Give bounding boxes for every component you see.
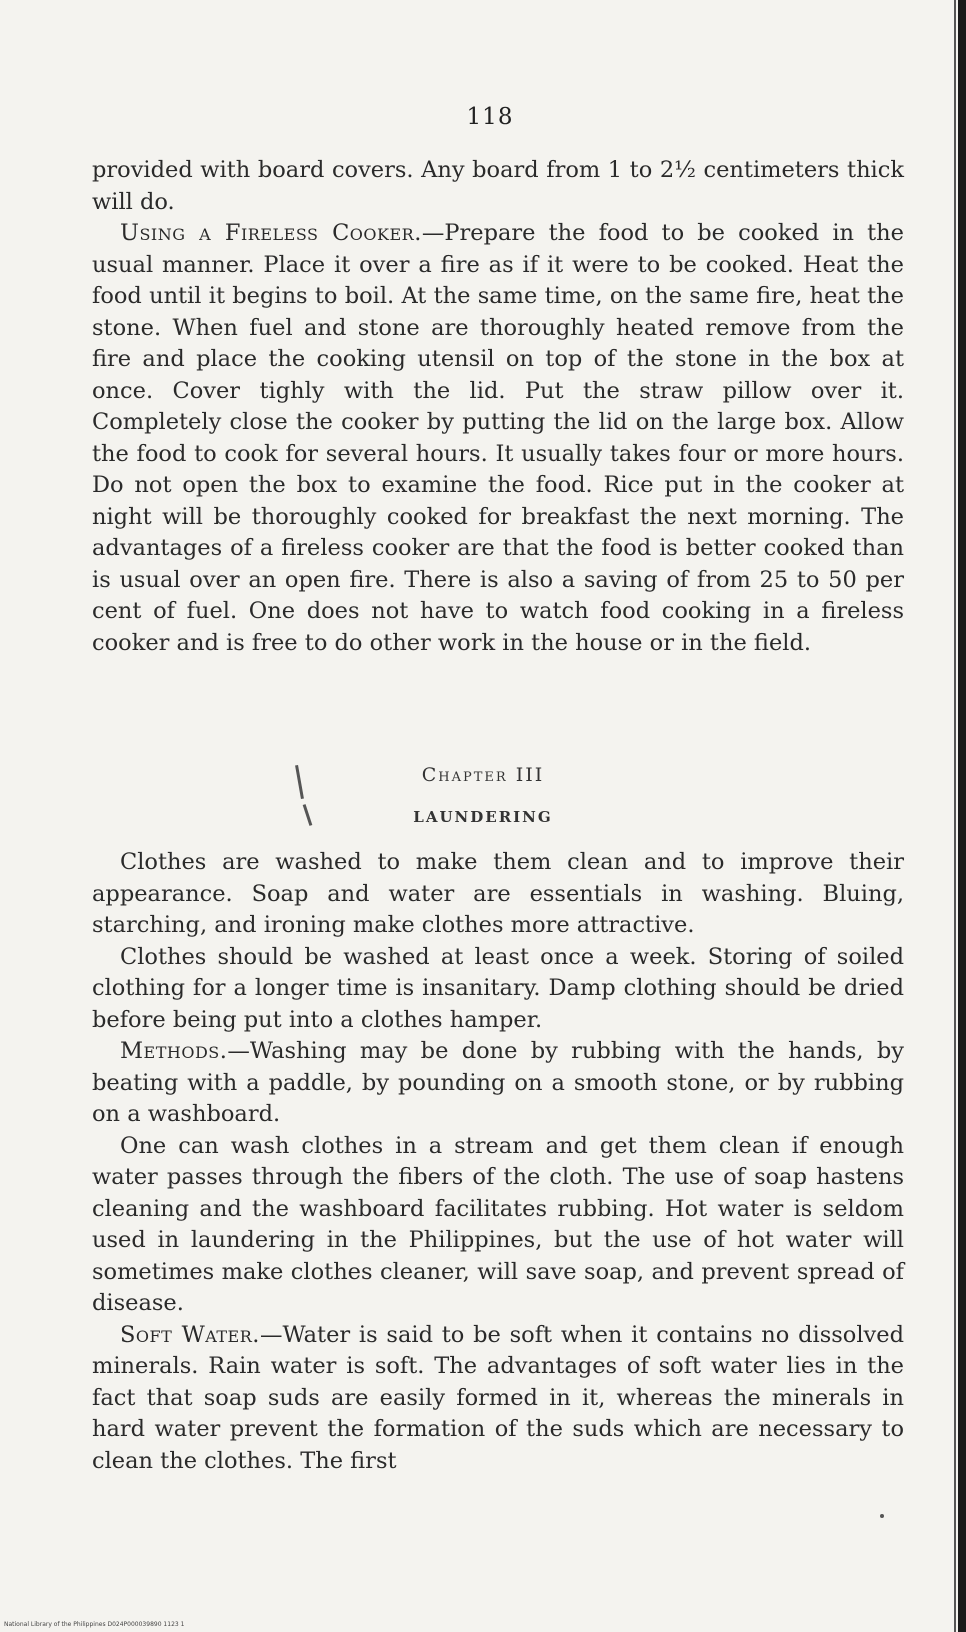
- speck-mark: [880, 1514, 884, 1518]
- paragraph-fireless-cooker: [92, 218, 904, 659]
- paragraph-lead: Soft Water.: [120, 1321, 260, 1348]
- text-block-top: [92, 155, 904, 659]
- paragraph-intro: [92, 847, 904, 942]
- paragraph-text: Clothes are washed to make them clean and to improve their appearance. Soap and water are essentials in washing. Bluing, starching, and ironing make clothes more attractive.: [92, 849, 904, 938]
- paragraph-text: —Water is said to be soft when it contains no dissolved minerals. Rain water is soft. The advantages of soft water lies in the fact that soap suds are easily formed in it, whereas the minerals in hard water prevent the formation of the suds which are necessary to clean the clothes. The first: [92, 1321, 904, 1474]
- page-number: 118: [466, 104, 514, 130]
- paragraph-continuation: [92, 155, 904, 218]
- paragraph-soft-water: [92, 1320, 904, 1478]
- paragraph-text: Clothes should be washed at least once a week. Storing of soiled clothing for a longer time is insanitary. Damp clothing should be dried before being put into a clothes hamper.: [92, 943, 904, 1033]
- paragraph-text: provided with board covers. Any board from 1 to 2½ centimeters thick will do.: [92, 157, 904, 215]
- text-block-bottom: [92, 847, 904, 1477]
- paragraph-lead: Using a Fireless Cooker.: [120, 220, 422, 246]
- paragraph-methods: [92, 1036, 904, 1131]
- paragraph-text: —Washing may be done by rubbing with the hands, by beating with a paddle, by pounding on a smooth stone, or by rubbing on a washboard.: [92, 1038, 904, 1127]
- library-footer: National Library of the Philippines D024P000039890 1123 1: [4, 1621, 185, 1628]
- paragraph-stream: [92, 1131, 904, 1320]
- paragraph-text: One can wash clothes in a stream and get them clean if enough water passes through the fibers of the cloth. The use of soap hastens cleaning and the washboard facilitates rubbing. Hot water is seldom used in laundering in the Philippines, but the use of hot water will sometimes make clothes cleaner, will save soap, and prevent spread of disease.: [92, 1132, 904, 1316]
- chapter-title: Chapter III: [421, 764, 545, 786]
- chapter-subtitle: LAUNDERING: [413, 808, 553, 826]
- paragraph-frequency: [92, 942, 904, 1037]
- paragraph-lead: Methods.: [120, 1038, 228, 1064]
- paragraph-text: —Prepare the food to be cooked in the usual manner. Place it over a fire as if it were to be cooked. Heat the food until it begins to boil. At the same time, on the same fire, heat the stone. When fuel and stone are thoroughly heated remove from the fire and place the cooking utensil on top of the stone in the box at once. Cover tighly with the lid. Put the straw pillow over it. Completely close the cooker by putting the lid on the large box. Allow the food to cook for several hours. It usually takes four or more hours. Do not open the box to examine the food. Rice put in the cooker at night will be thoroughly cooked for breakfast the next morning. The advantages of a fireless cooker are that the food is better cooked than is usual over an open fire. There is also a saving of from 25 to 50 per cent of fuel. One does not have to watch food cooking in a fireless cooker and is free to do other work in the house or in the field.: [92, 220, 904, 656]
